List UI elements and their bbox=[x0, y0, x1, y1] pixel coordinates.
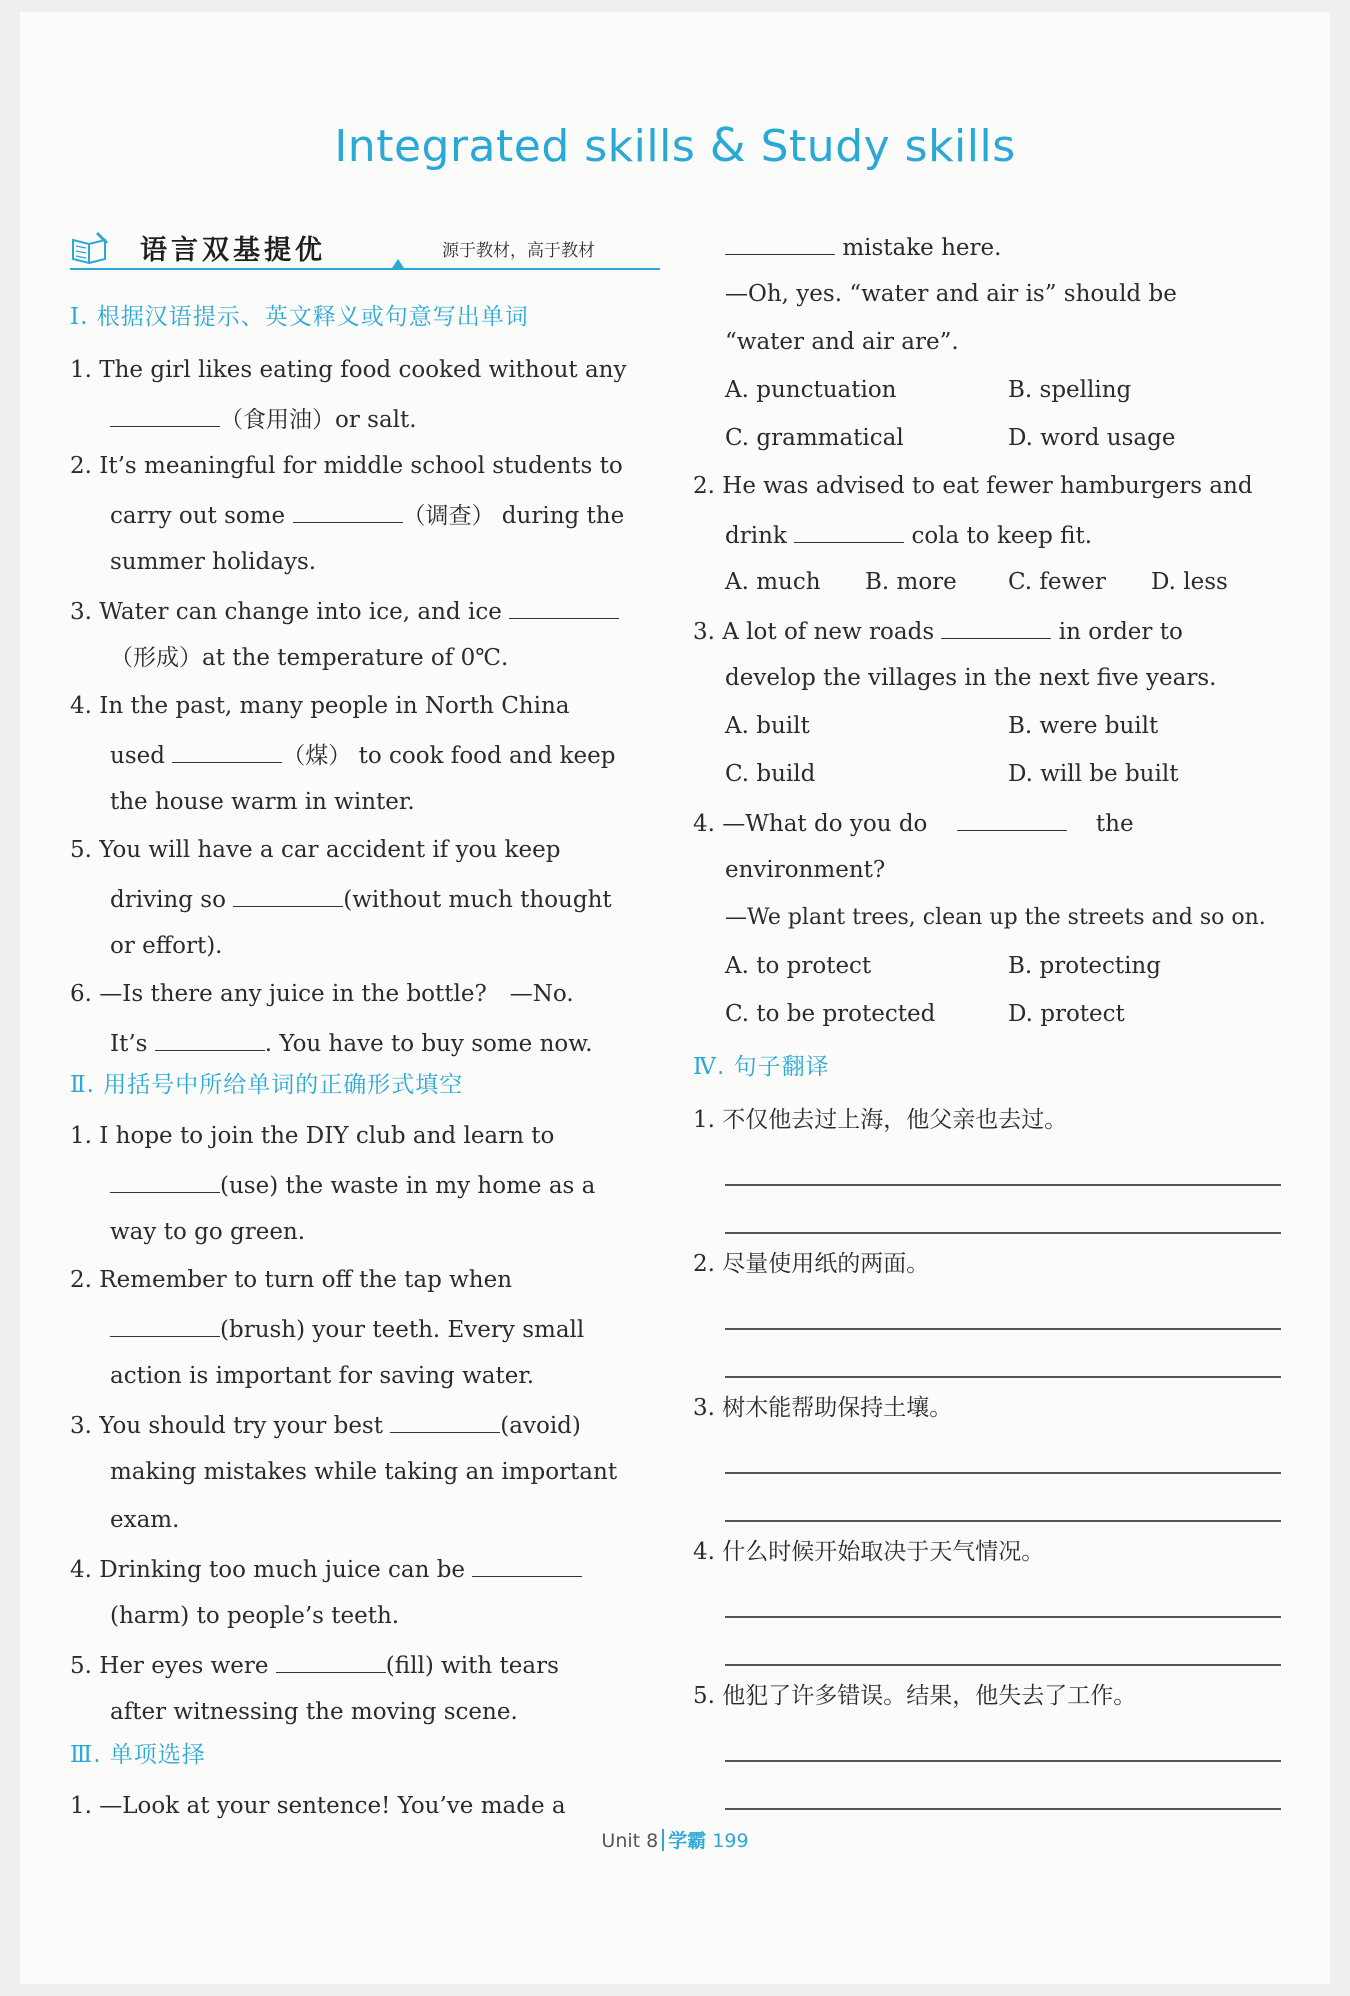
p3-q4-option-c[interactable]: C. to be protected bbox=[725, 1001, 936, 1027]
answer-line[interactable] bbox=[725, 1760, 1281, 1762]
p3-q4-option-d[interactable]: D. protect bbox=[1008, 1001, 1125, 1027]
p3-q3-line2: develop the villages in the next five years. bbox=[725, 665, 1217, 691]
answer-line[interactable] bbox=[725, 1184, 1281, 1186]
p3-q2-option-c[interactable]: C. fewer bbox=[1008, 569, 1106, 595]
p3-q2-option-a[interactable]: A. much bbox=[725, 569, 821, 595]
p4-q3: 3. 树木能帮助保持土壤。 bbox=[693, 1395, 953, 1421]
page-footer bbox=[0, 1826, 1350, 1853]
p3-q4-line1: 4. —What do you do the bbox=[693, 798, 1134, 846]
answer-line[interactable] bbox=[725, 1328, 1281, 1330]
title-ampersand: & bbox=[709, 118, 747, 172]
p1-q5-line3: or effort). bbox=[110, 933, 223, 959]
answer-blank[interactable] bbox=[941, 606, 1051, 639]
answer-line[interactable] bbox=[725, 1232, 1281, 1234]
p2-q5-line2: after witnessing the moving scene. bbox=[110, 1699, 518, 1725]
answer-blank[interactable] bbox=[725, 222, 835, 255]
p3-q1-option-b[interactable]: B. spelling bbox=[1008, 377, 1132, 403]
p3-q1-line1: 1. —Look at your sentence! You’ve made a bbox=[70, 1793, 566, 1819]
book-pen-icon bbox=[70, 230, 112, 266]
p2-q1-line2: (use) the waste in my home as a bbox=[110, 1160, 595, 1208]
p3-q4-option-a[interactable]: A. to protect bbox=[725, 953, 872, 979]
answer-blank[interactable] bbox=[110, 1160, 220, 1193]
answer-blank[interactable] bbox=[794, 510, 904, 543]
answer-blank[interactable] bbox=[110, 1304, 220, 1337]
banner-marker bbox=[392, 259, 404, 268]
p3-q3-option-d[interactable]: D. will be built bbox=[1008, 761, 1179, 787]
section-4-heading: Ⅳ. 句子翻译 bbox=[693, 1054, 830, 1080]
p3-q4-option-b[interactable]: B. protecting bbox=[1008, 953, 1161, 979]
answer-line[interactable] bbox=[725, 1616, 1281, 1618]
p1-q6-line1: 6. —Is there any juice in the bottle? —No. bbox=[70, 981, 574, 1007]
p1-q2-line2: carry out some （调查） during the bbox=[110, 490, 624, 538]
page-number: 199 bbox=[712, 1830, 749, 1852]
p1-q6-line2: It’s . You have to buy some now. bbox=[110, 1018, 593, 1066]
footer-divider bbox=[662, 1829, 664, 1851]
answer-blank[interactable] bbox=[172, 730, 282, 763]
answer-blank[interactable] bbox=[233, 874, 343, 907]
p3-q3-option-b[interactable]: B. were built bbox=[1008, 713, 1159, 739]
p1-q4-line3: the house warm in winter. bbox=[110, 789, 415, 815]
p1-q5-line1: 5. You will have a car accident if you keep bbox=[70, 837, 561, 863]
answer-blank[interactable] bbox=[110, 394, 220, 427]
p1-q1-line2: （食用油）or salt. bbox=[110, 394, 417, 442]
p2-q3-line1: 3. You should try your best (avoid) bbox=[70, 1400, 581, 1448]
p3-q1-line3: —Oh, yes. “water and air is” should be bbox=[725, 281, 1177, 307]
p3-q2-line1: 2. He was advised to eat fewer hamburgers and bbox=[693, 473, 1253, 499]
p2-q1-line3: way to go green. bbox=[110, 1219, 306, 1245]
p3-q4-line2: environment? bbox=[725, 857, 886, 883]
p1-q4-line1: 4. In the past, many people in North China bbox=[70, 693, 570, 719]
answer-line[interactable] bbox=[725, 1664, 1281, 1666]
p4-q4: 4. 什么时候开始取决于天气情况。 bbox=[693, 1539, 1045, 1565]
answer-blank[interactable] bbox=[472, 1544, 582, 1577]
banner-underline bbox=[70, 268, 660, 270]
answer-blank[interactable] bbox=[155, 1018, 265, 1051]
title-right: Study skills bbox=[760, 121, 1016, 172]
p3-q2-option-d[interactable]: D. less bbox=[1151, 569, 1228, 595]
answer-blank[interactable] bbox=[293, 490, 403, 523]
p3-q1-option-d[interactable]: D. word usage bbox=[1008, 425, 1176, 451]
p3-q1-option-a[interactable]: A. punctuation bbox=[725, 377, 897, 403]
p1-q3-line1: 3. Water can change into ice, and ice bbox=[70, 586, 619, 634]
p2-q2-line1: 2. Remember to turn off the tap when bbox=[70, 1267, 513, 1293]
p3-q3-line1: 3. A lot of new roads in order to bbox=[693, 606, 1183, 654]
answer-blank[interactable] bbox=[957, 798, 1067, 831]
footer-brand: 学霸 bbox=[668, 1830, 707, 1852]
answer-line[interactable] bbox=[725, 1520, 1281, 1522]
section-1-heading: Ⅰ. 根据汉语提示、英文释义或句意写出单词 bbox=[70, 304, 529, 330]
p4-q1: 1. 不仅他去过上海，他父亲也去过。 bbox=[693, 1107, 1068, 1133]
answer-blank[interactable] bbox=[390, 1400, 500, 1433]
p3-q1-line2: mistake here. bbox=[725, 222, 1001, 270]
p1-q2-line1: 2. It’s meaningful for middle school students to bbox=[70, 453, 623, 479]
p1-q2-line3: summer holidays. bbox=[110, 549, 317, 575]
section-banner bbox=[70, 226, 660, 270]
section-2-heading: Ⅱ. 用括号中所给单词的正确形式填空 bbox=[70, 1072, 464, 1098]
p3-q4-line3: —We plant trees, clean up the streets and so on. bbox=[725, 905, 1266, 930]
page-title bbox=[0, 118, 1350, 172]
footer-unit: Unit 8 bbox=[601, 1830, 659, 1852]
p2-q1-line1: 1. I hope to join the DIY club and learn to bbox=[70, 1123, 555, 1149]
p3-q1-line4: “water and air are”. bbox=[725, 329, 959, 355]
answer-line[interactable] bbox=[725, 1376, 1281, 1378]
p1-q5-line2: driving so (without much thought bbox=[110, 874, 612, 922]
p1-q1-line1: 1. The girl likes eating food cooked without any bbox=[70, 357, 627, 383]
p2-q4-line1: 4. Drinking too much juice can be bbox=[70, 1544, 582, 1592]
section-3-heading: Ⅲ. 单项选择 bbox=[70, 1742, 206, 1768]
p2-q2-line2: (brush) your teeth. Every small bbox=[110, 1304, 584, 1352]
p3-q3-option-c[interactable]: C. build bbox=[725, 761, 816, 787]
p2-q5-line1: 5. Her eyes were (fill) with tears bbox=[70, 1640, 559, 1688]
answer-blank[interactable] bbox=[276, 1640, 386, 1673]
p1-q4-line2: used （煤） to cook food and keep bbox=[110, 730, 616, 778]
p4-q5: 5. 他犯了许多错误。结果，他失去了工作。 bbox=[693, 1683, 1137, 1709]
title-left: Integrated skills bbox=[334, 121, 696, 172]
p1-q3-line2: （形成）at the temperature of 0℃. bbox=[110, 645, 509, 671]
p3-q2-line2: drink cola to keep fit. bbox=[725, 510, 1092, 558]
banner-tagline: 源于教材，高于教材 bbox=[442, 241, 595, 261]
p2-q3-line3: exam. bbox=[110, 1507, 180, 1533]
answer-line[interactable] bbox=[725, 1472, 1281, 1474]
p3-q1-option-c[interactable]: C. grammatical bbox=[725, 425, 904, 451]
p2-q3-line2: making mistakes while taking an important bbox=[110, 1459, 618, 1485]
answer-line[interactable] bbox=[725, 1808, 1281, 1810]
p2-q4-line2: (harm) to people’s teeth. bbox=[110, 1603, 400, 1629]
p2-q2-line3: action is important for saving water. bbox=[110, 1363, 535, 1389]
answer-blank[interactable] bbox=[509, 586, 619, 619]
p4-q2: 2. 尽量使用纸的两面。 bbox=[693, 1251, 930, 1277]
banner-heading: 语言双基提优 bbox=[140, 235, 326, 266]
p3-q2-option-b[interactable]: B. more bbox=[865, 569, 957, 595]
p3-q3-option-a[interactable]: A. built bbox=[725, 713, 810, 739]
